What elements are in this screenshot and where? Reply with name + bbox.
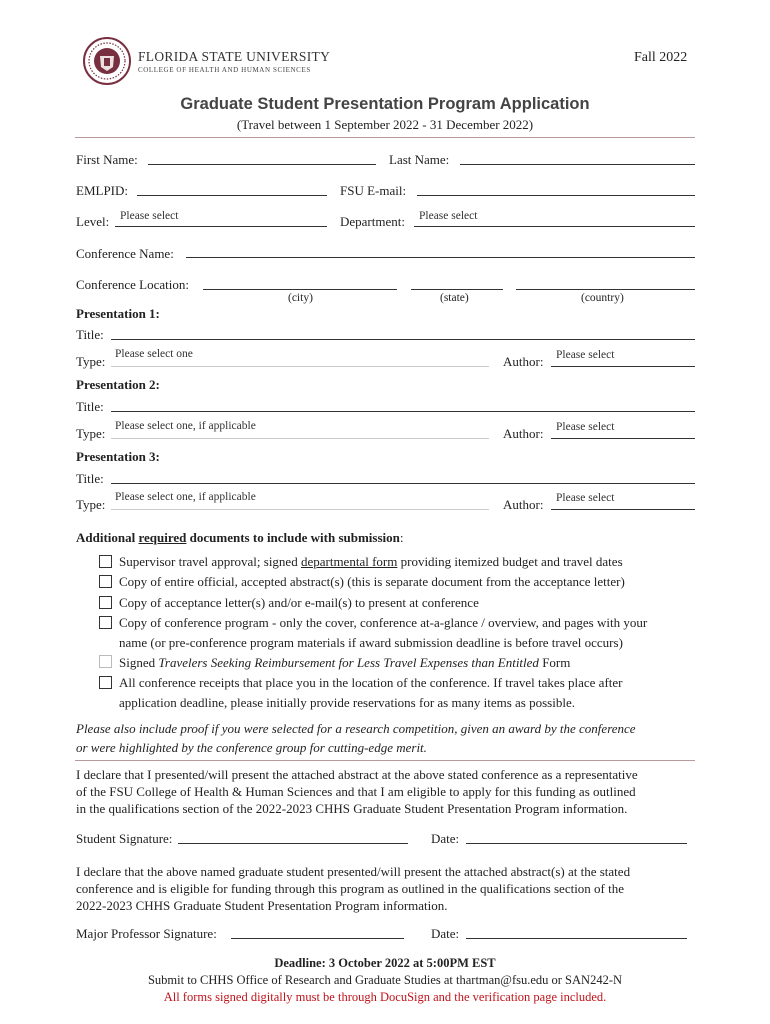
item-acceptance-letter: Copy of acceptance letter(s) and/or e-mail(s) to present at conference <box>119 595 479 610</box>
conference-location-label: Conference Location: <box>76 277 189 292</box>
item-text: Supervisor travel approval; signed <box>119 554 301 569</box>
presentation-2-type-label: Type: <box>76 426 106 441</box>
presentation-3-author-underline <box>551 509 695 510</box>
presentation-2-type-select[interactable]: Please select one, if applicable <box>115 420 256 432</box>
presentation-2-title-field[interactable] <box>111 411 695 412</box>
documents-note-line2: or were highlighted by the conference group for cutting-edge merit. <box>76 740 427 755</box>
presentation-1-heading: Presentation 1: <box>76 306 160 321</box>
checkbox-receipts[interactable] <box>99 676 112 689</box>
presentation-3-title-field[interactable] <box>111 483 695 484</box>
checkbox-reimbursement-form[interactable] <box>99 655 112 668</box>
presentation-2-author-select[interactable]: Please select <box>556 421 615 433</box>
declaration2-line2: conference and is eligible for funding through this program as outlined in the qualifications section of the <box>76 881 625 896</box>
declaration1-line1: I declare that I presented/will present the attached abstract at the above stated conference as a representative <box>76 767 638 782</box>
student-date-label: Date: <box>431 831 460 846</box>
professor-signature-field[interactable] <box>231 938 404 939</box>
emplid-label: EMLPID: <box>76 183 128 198</box>
presentation-1-title-field[interactable] <box>111 339 695 340</box>
presentation-3-title-label: Title: <box>76 471 104 486</box>
fsu-email-label: FSU E-mail: <box>340 183 407 198</box>
professor-date-field[interactable] <box>466 938 687 939</box>
conference-name-field[interactable] <box>186 257 695 258</box>
documents-note-line1: Please also include proof if you were selected for a research competition, given an award by the conference <box>76 721 636 736</box>
item-supervisor-approval <box>119 554 623 570</box>
departmental-form-link[interactable]: departmental form <box>300 554 398 569</box>
presentation-3-heading: Presentation 3: <box>76 449 160 464</box>
professor-signature-label: Major Professor Signature: <box>76 926 217 941</box>
documents-heading <box>76 530 404 546</box>
item-abstract: Copy of entire official, accepted abstract(s) (this is separate document from the acceptance letter) <box>119 574 625 589</box>
item-reimbursement-form <box>119 655 570 671</box>
checkbox-conference-program[interactable] <box>99 616 112 629</box>
university-name: FLORIDA STATE UNIVERSITY <box>138 49 331 64</box>
presentation-1-author-select[interactable]: Please select <box>556 349 615 361</box>
form-subtitle: (Travel between 1 September 2022 - 31 December 2022) <box>236 117 534 132</box>
item-text: Form <box>538 655 571 670</box>
checkbox-acceptance-letter[interactable] <box>99 596 112 609</box>
presentation-3-type-label: Type: <box>76 497 106 512</box>
city-caption: (city) <box>288 292 313 304</box>
docusign-note: All forms signed digitally must be through DocuSign and the verification page included. <box>163 990 607 1004</box>
fsu-seal <box>83 37 131 85</box>
item-conference-program-cont: name (or pre-conference program materials if award submission deadline is before travel occurs) <box>119 635 623 650</box>
item-receipts-cont: application deadline, please initially provide reservations for as many items as possible. <box>119 695 575 710</box>
item-form-name: Travelers Seeking Reimbursement for Less Travel Expenses than Entitled <box>158 655 539 670</box>
item-receipts: All conference receipts that place you in the location of the conference. If travel takes place after <box>119 675 623 690</box>
student-signature-field[interactable] <box>178 843 408 844</box>
country-caption: (country) <box>581 292 624 304</box>
presentation-2-author-label: Author: <box>503 426 544 441</box>
last-name-field[interactable] <box>460 164 695 165</box>
checkbox-supervisor-approval[interactable] <box>99 555 112 568</box>
presentation-1-type-label: Type: <box>76 354 106 369</box>
declaration1-line3: in the qualifications section of the 2022-2023 CHHS Graduate Student Presentation Program information. <box>76 801 628 816</box>
college-name: COLLEGE OF HEALTH AND HUMAN SCIENCES <box>138 66 311 74</box>
conference-city-field[interactable] <box>203 289 397 290</box>
presentation-1-author-underline <box>551 366 695 367</box>
deadline: Deadline: 3 October 2022 at 5:00PM EST <box>274 956 496 970</box>
presentation-1-type-underline <box>111 366 489 367</box>
fsu-email-field[interactable] <box>417 195 695 196</box>
documents-heading-pre: Additional <box>76 530 139 545</box>
documents-heading-colon: : <box>399 530 404 545</box>
conference-country-field[interactable] <box>516 289 695 290</box>
first-name-field[interactable] <box>148 164 376 165</box>
last-name-label: Last Name: <box>389 152 450 167</box>
declaration-divider <box>75 760 695 761</box>
department-underline <box>414 226 695 227</box>
presentation-3-author-select[interactable]: Please select <box>556 492 615 504</box>
presentation-1-author-label: Author: <box>503 354 544 369</box>
professor-date-label: Date: <box>431 926 460 941</box>
item-text: Signed <box>119 655 159 670</box>
level-select[interactable]: Please select <box>120 210 179 222</box>
presentation-2-type-underline <box>111 438 489 439</box>
first-name-label: First Name: <box>76 152 138 167</box>
item-text: providing itemized budget and travel dates <box>397 554 623 569</box>
emplid-field[interactable] <box>137 195 327 196</box>
state-caption: (state) <box>440 292 469 304</box>
conference-name-label: Conference Name: <box>76 246 174 261</box>
item-conference-program: Copy of conference program - only the cover, conference at-a-glance / overview, and pages with your <box>119 615 648 630</box>
checkbox-abstract[interactable] <box>99 575 112 588</box>
student-date-field[interactable] <box>466 843 687 844</box>
documents-heading-required: required <box>138 530 187 545</box>
presentation-1-title-label: Title: <box>76 327 104 342</box>
conference-state-field[interactable] <box>411 289 503 290</box>
department-select[interactable]: Please select <box>419 210 478 222</box>
title-divider <box>75 137 695 138</box>
presentation-2-author-underline <box>551 438 695 439</box>
declaration2-line3: 2022-2023 CHHS Graduate Student Presentation Program information. <box>76 898 448 913</box>
presentation-3-type-underline <box>111 509 489 510</box>
presentation-2-heading: Presentation 2: <box>76 377 160 392</box>
submit-instructions: Submit to CHHS Office of Research and Graduate Studies at thartman@fsu.edu or SAN242-N <box>147 973 623 987</box>
level-label: Level: <box>76 214 110 229</box>
term-label: Fall 2022 <box>634 50 688 65</box>
presentation-2-title-label: Title: <box>76 399 104 414</box>
level-underline <box>115 226 327 227</box>
student-signature-label: Student Signature: <box>76 831 173 846</box>
form-title: Graduate Student Presentation Program Application <box>180 95 590 113</box>
presentation-3-author-label: Author: <box>503 497 544 512</box>
presentation-3-type-select[interactable]: Please select one, if applicable <box>115 491 256 503</box>
declaration1-line2: of the FSU College of Health & Human Sciences and that I am eligible to apply for this funding as outlined <box>76 784 636 799</box>
department-label: Department: <box>340 214 405 229</box>
declaration2-line1: I declare that the above named graduate student presented/will present the attached abstract(s) at the stated <box>76 864 631 879</box>
presentation-1-type-select[interactable]: Please select one <box>115 348 193 360</box>
documents-heading-post: documents to include with submission <box>186 530 400 545</box>
